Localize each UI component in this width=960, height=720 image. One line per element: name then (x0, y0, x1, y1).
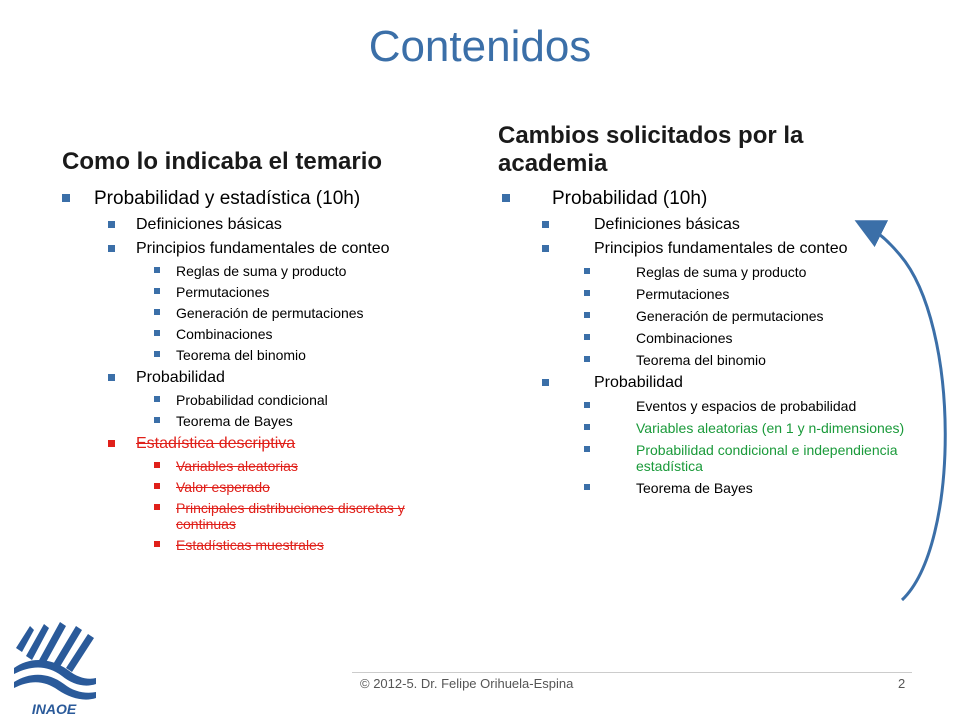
outline-item-text: Generación de permutaciones (176, 305, 364, 321)
square-bullet-icon (584, 424, 590, 430)
square-bullet-icon (584, 312, 590, 318)
slide-title: Contenidos (368, 22, 592, 71)
outline-item-text: Valor esperado (176, 479, 270, 495)
left-outline (62, 188, 462, 553)
outline-item (62, 347, 462, 363)
outline-item-text: Permutaciones (636, 286, 730, 302)
square-bullet-icon (154, 351, 160, 357)
square-bullet-icon (584, 484, 590, 490)
outline-item-text: Generación de permutaciones (636, 308, 824, 324)
square-bullet-icon (154, 483, 160, 489)
outline-item-text: Permutaciones (176, 284, 270, 300)
inaoe-logo (8, 608, 100, 718)
square-bullet-icon (584, 334, 590, 340)
outline-item-text: Combinaciones (176, 326, 273, 342)
left-column (62, 148, 462, 553)
square-bullet-icon (584, 446, 590, 452)
square-bullet-icon (154, 288, 160, 294)
square-bullet-icon (154, 541, 160, 547)
square-bullet-icon (154, 462, 160, 468)
square-bullet-icon (108, 221, 115, 228)
outline-item-text: Principios fundamentales de conteo (136, 240, 390, 257)
outline-item-text: Probabilidad (136, 369, 225, 386)
square-bullet-icon (584, 290, 590, 296)
square-bullet-icon (584, 268, 590, 274)
outline-item (62, 537, 462, 553)
outline-item (498, 188, 918, 210)
square-bullet-icon (542, 245, 549, 252)
outline-item (62, 392, 462, 408)
outline-item-text: Variables aleatorias (en 1 y n-dimensiones) (636, 420, 905, 436)
left-heading: Como lo indicaba el temario (62, 148, 383, 175)
outline-item (62, 305, 462, 321)
outline-item (62, 284, 462, 300)
square-bullet-icon (108, 245, 115, 252)
outline-item-text: Teorema de Bayes (636, 480, 753, 496)
outline-item-text: Reglas de suma y producto (176, 263, 347, 279)
square-bullet-icon (154, 267, 160, 273)
square-bullet-icon (154, 309, 160, 315)
square-bullet-icon (154, 417, 160, 423)
footer-copyright: © 2012-5. Dr. Felipe Orihuela-Espina (360, 676, 574, 691)
outline-item-text: Probabilidad condicional e independiencia estadística (636, 442, 898, 474)
page-number: 2 (898, 676, 906, 691)
right-heading: Cambios solicitados por la academia (498, 122, 804, 177)
outline-item (62, 413, 462, 429)
outline-item-text: Probabilidad (594, 374, 683, 391)
outline-item-text: Definiciones básicas (136, 216, 282, 233)
footer-divider (352, 672, 912, 673)
outline-item-text: Principios fundamentales de conteo (594, 240, 848, 257)
outline-item (62, 435, 462, 453)
square-bullet-icon (542, 379, 549, 386)
outline-item (62, 500, 462, 532)
square-bullet-icon (542, 221, 549, 228)
outline-item-text: Combinaciones (636, 330, 733, 346)
outline-item-text: Teorema del binomio (176, 347, 306, 363)
outline-item-text: Definiciones básicas (594, 216, 740, 233)
square-bullet-icon (584, 356, 590, 362)
outline-item-text: Reglas de suma y producto (636, 264, 807, 280)
outline-item (62, 458, 462, 474)
outline-item-text: Probabilidad condicional (176, 392, 328, 408)
outline-item-text: Teorema de Bayes (176, 413, 293, 429)
outline-item (62, 216, 462, 234)
outline-item-text: Variables aleatorias (176, 458, 298, 474)
outline-item-text: Estadísticas muestrales (176, 537, 324, 553)
square-bullet-icon (62, 194, 70, 202)
svg-text:INAOE: INAOE (31, 701, 77, 717)
outline-item (62, 326, 462, 342)
outline-item (62, 479, 462, 495)
square-bullet-icon (108, 440, 115, 447)
outline-item-text: Eventos y espacios de probabilidad (636, 398, 857, 414)
outline-item (62, 263, 462, 279)
square-bullet-icon (502, 194, 510, 202)
outline-item-text: Estadística descriptiva (136, 435, 296, 452)
outline-item-text: Probabilidad (10h) (552, 188, 708, 209)
outline-item-text: Principales distribuciones discretas y continuas (176, 500, 405, 532)
curved-arrow-icon (850, 215, 960, 615)
outline-item-text: Probabilidad y estadística (10h) (94, 188, 361, 209)
square-bullet-icon (108, 374, 115, 381)
outline-item (62, 240, 462, 258)
square-bullet-icon (584, 402, 590, 408)
square-bullet-icon (154, 396, 160, 402)
outline-item (62, 369, 462, 387)
square-bullet-icon (154, 504, 160, 510)
outline-item (62, 188, 462, 210)
square-bullet-icon (154, 330, 160, 336)
outline-item-text: Teorema del binomio (636, 352, 766, 368)
